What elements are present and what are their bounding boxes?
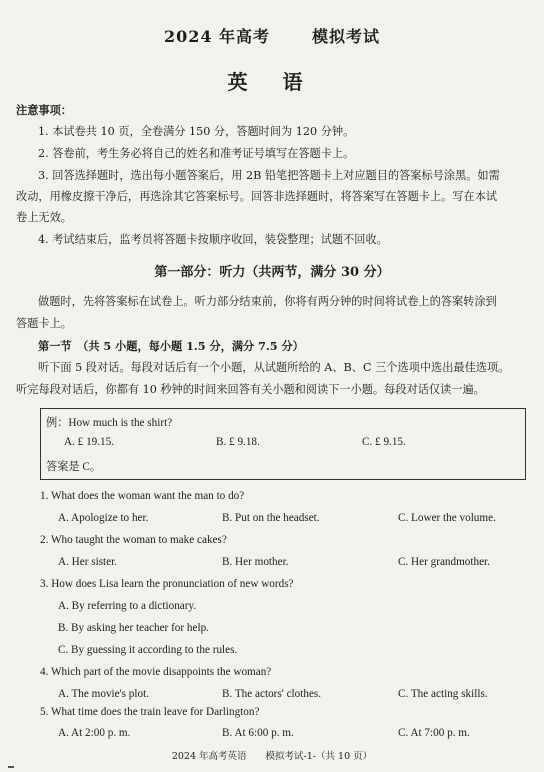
question-2-stem: 2. Who taught the woman to make cakes? bbox=[40, 534, 227, 546]
notice-item-3: 3. 回答选择题时，选出每小题答案后，用 2B 铅笔把答题卡上对应题目的答案标号涂黑。如需 bbox=[38, 169, 500, 182]
notice-item-3-cont: 改动，用橡皮擦干净后，再选涂其它答案标号。回答非选择题时，将答案写在答题卡上。写在本试 bbox=[16, 190, 498, 203]
question-4-option-b: B. The actors' clothes. bbox=[222, 688, 322, 700]
example-question: 例：How much is the shirt? bbox=[46, 417, 173, 429]
example-option-b: B. £ 9.18. bbox=[216, 436, 260, 448]
question-1-option-c: C. Lower the volume. bbox=[398, 512, 496, 524]
part1-intro-line1: 做题时，先将答案标在试卷上。听力部分结束前，你将有两分钟的时间将试卷上的答案转涂到 bbox=[38, 295, 497, 308]
part1-title: 第一部分：听力（共两节，满分 30 分） bbox=[154, 265, 390, 280]
part1-intro-line2: 答题卡上。 bbox=[16, 317, 72, 330]
example-answer: 答案是 C。 bbox=[46, 461, 102, 473]
section1-directions-line2: 听完每段对话后，你都有 10 秒钟的时间来回答有关小题和阅读下一小题。每段对话仅读一遍。 bbox=[16, 383, 485, 396]
section1-directions-line1: 听下面 5 段对话。每段对话后有一个小题，从试题所给的 A、B、C 三个选项中选出最佳选项。 bbox=[38, 361, 510, 374]
question-5-option-a: A. At 2:00 p. m. bbox=[58, 727, 131, 739]
notice-item-4: 4. 考试结束后，监考员将答题卡按顺序收回，装袋整理；试题不回收。 bbox=[38, 233, 388, 246]
question-3-option-c: C. By guessing it according to the rules. bbox=[58, 644, 238, 656]
section1-title: 第一节 （共 5 小题，每小题 1.5 分，满分 7.5 分） bbox=[38, 339, 304, 353]
question-1-option-a: A. Apologize to her. bbox=[58, 512, 149, 524]
question-4-stem: 4. Which part of the movie disappoints the woman? bbox=[40, 666, 272, 678]
question-3-stem: 3. How does Lisa learn the pronunciation of new words? bbox=[40, 578, 294, 590]
page-footer: 2024 年高考英语 模拟考试-1-（共 10 页） bbox=[171, 751, 373, 762]
question-3-option-b: B. By asking her teacher for help. bbox=[58, 622, 209, 634]
question-3-option-a: A. By referring to a dictionary. bbox=[58, 600, 197, 612]
exam-title-type: 模拟考试 bbox=[312, 27, 381, 46]
example-option-a: A. £ 19.15. bbox=[64, 436, 115, 448]
question-4-option-c: C. The acting skills. bbox=[398, 688, 488, 700]
question-1-stem: 1. What does the woman want the man to do? bbox=[40, 490, 245, 502]
notice-heading: 注意事项： bbox=[16, 103, 72, 117]
question-1-option-b: B. Put on the headset. bbox=[222, 512, 320, 524]
notice-item-3-end: 卷上无效。 bbox=[16, 211, 72, 224]
question-5-option-c: C. At 7:00 p. m. bbox=[398, 727, 470, 739]
question-5-option-b: B. At 6:00 p. m. bbox=[222, 727, 294, 739]
subject-title: 英 语 bbox=[227, 70, 317, 94]
question-4-option-a: A. The movie's plot. bbox=[58, 688, 149, 700]
exam-title bbox=[0, 24, 544, 47]
example-option-c: C. £ 9.15. bbox=[362, 436, 406, 448]
notice-item-1: 1. 本试卷共 10 页，全卷满分 150 分，答题时间为 120 分钟。 bbox=[38, 125, 355, 138]
corner-mark bbox=[8, 766, 14, 768]
question-5-stem: 5. What time does the train leave for Darlington? bbox=[40, 706, 260, 718]
question-2-option-c: C. Her grandmother. bbox=[398, 556, 490, 568]
question-2-option-b: B. Her mother. bbox=[222, 556, 289, 568]
exam-title-year: 2024 年高考 bbox=[163, 27, 271, 46]
notice-item-2: 2. 答卷前，考生务必将自己的姓名和准考证号填写在答题卡上。 bbox=[38, 147, 355, 160]
question-2-option-a: A. Her sister. bbox=[58, 556, 118, 568]
